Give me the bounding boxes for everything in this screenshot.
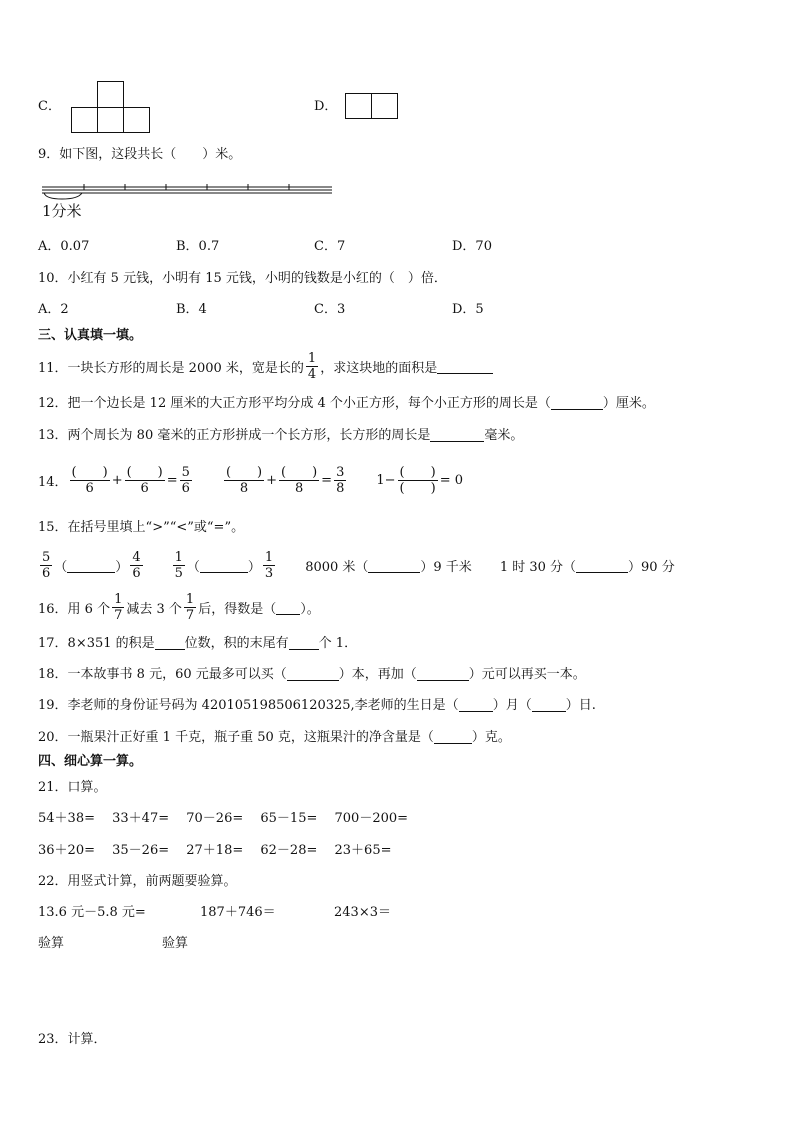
q19-text-mid: ）月（: [492, 698, 532, 713]
q15-fraction-d: $\frac{1}{3}$: [264, 549, 274, 581]
q11-text-post: ，求这块地的面积是: [320, 360, 438, 376]
q9-option-d: D．70: [452, 239, 492, 254]
q8-option-d-label: D．: [314, 99, 338, 114]
q17-blank-2[interactable]: [289, 635, 319, 650]
q22-item-2: 187＋746＝: [200, 905, 276, 920]
q22-item-3: 243×3＝: [334, 905, 391, 920]
q12: [38, 394, 655, 414]
q22-check-label-1: 验算: [38, 936, 65, 951]
q15-e-right: ）9 千米: [420, 559, 472, 575]
q14-result-2: $\frac{3}{8}$: [336, 464, 345, 496]
q15-blank-1[interactable]: [67, 558, 115, 573]
q14-one-minus: 1−: [376, 472, 396, 488]
right-paren: ）: [115, 559, 129, 575]
q11: [38, 348, 493, 384]
q13-answer-blank[interactable]: [430, 427, 484, 442]
q19: [38, 696, 596, 716]
q18-blank-2[interactable]: [417, 666, 469, 681]
q19-blank-month[interactable]: [459, 697, 493, 712]
q13: [38, 426, 523, 446]
q10-option-c: C．3: [314, 302, 346, 317]
q15-fraction-b: $\frac{4}{6}$: [132, 549, 141, 581]
q19-text-pre: 19．李老师的身份证号码为 420105198506120325,李老师的生日是（: [38, 698, 459, 713]
q15-blank-4[interactable]: [576, 558, 628, 573]
q12-text-pre: 12．把一个边长是 12 厘米的大正方形平均分成 4 个小正方形，每个小正方形的周长是（: [38, 396, 551, 411]
q18-text-mid: ）本，再加（: [338, 667, 417, 682]
q9-option-c: C．7: [314, 239, 346, 254]
q23-stem: 23．计算．: [38, 1032, 107, 1047]
left-paren: （: [54, 559, 68, 575]
q16-text-post: 后，得数是（: [198, 601, 277, 617]
q8-option-c-label: C．: [38, 99, 61, 114]
q15-fraction-a: $\frac{5}{6}$: [42, 549, 51, 581]
q18-blank-1[interactable]: [287, 666, 339, 681]
q14-fraction-2[interactable]: $\frac{( )}{6}$: [126, 464, 163, 496]
q16-text-pre: 16．用 6 个: [38, 601, 111, 617]
q10-option-d: D．5: [452, 302, 484, 317]
q18-text-post: ）元可以再买一本。: [468, 667, 586, 682]
q14-fraction-4[interactable]: $\frac{( )}{8}$: [281, 464, 318, 496]
ruler-figure: [38, 180, 338, 224]
q18: [38, 665, 586, 685]
q20-answer-blank[interactable]: [434, 729, 472, 744]
q17-text-post: 个 1．: [318, 636, 358, 651]
equals-sign: =: [166, 472, 178, 488]
q10-option-b: B．4: [176, 302, 207, 317]
q16-fraction-1: $\frac{1}{7}$: [114, 591, 123, 623]
q21-item: 70－26=: [186, 811, 244, 826]
q13-text-pre: 13．两个周长为 80 毫米的正方形拼成一个长方形，长方形的周长是: [38, 428, 431, 443]
q15-row: [38, 543, 675, 587]
q15-fraction-c: $\frac{1}{5}$: [174, 549, 183, 581]
q9-stem: 9．如下图，这段共长（ ）米。: [38, 147, 242, 162]
q15-stem: 15．在括号里填上“>”“<”或“=”。: [38, 520, 245, 535]
q11-fraction: $\frac{1}{4}$: [307, 350, 317, 382]
section-4-heading: 四、细心算一算。: [38, 754, 143, 769]
q14-fraction-1[interactable]: $\frac{( )}{6}$: [71, 464, 108, 496]
q14: [38, 458, 463, 502]
q21-row-1: [38, 809, 408, 829]
q21-item: 65－15=: [260, 811, 318, 826]
q9-option-a: A．0.07: [38, 239, 90, 254]
q16-text-end: ）。: [300, 601, 320, 617]
q21-item: 35－26=: [112, 843, 170, 858]
plus-sign: +: [111, 472, 123, 488]
q21-item: 33＋47=: [112, 811, 170, 826]
q20: [38, 728, 511, 748]
q15-blank-2[interactable]: [200, 558, 248, 573]
q18-text-pre: 18．一本故事书 8 元，60 元最多可以买（: [38, 667, 287, 682]
q14-fraction-3[interactable]: $\frac{( )}{8}$: [225, 464, 263, 496]
left-paren: （: [186, 559, 200, 575]
q21-item: 23＋65=: [334, 843, 392, 858]
q22-item-1: 13.6 元－5.8 元=: [38, 905, 146, 920]
q21-stem: 21．口算。: [38, 780, 107, 795]
q16-text-mid: 减去 3 个: [126, 601, 182, 617]
q11-answer-blank[interactable]: [437, 359, 493, 374]
q9-option-b: B．0.7: [176, 239, 220, 254]
q12-answer-blank[interactable]: [551, 395, 603, 410]
q16-fraction-2: $\frac{1}{7}$: [185, 591, 195, 623]
q11-text-pre: 11．一块长方形的周长是 2000 米，宽是长的: [38, 360, 304, 376]
q14-fraction-5[interactable]: $\frac{( )}{( )}$: [399, 464, 436, 496]
q15-f-right: ）90 分: [628, 559, 675, 575]
q13-text-post: 毫米。: [484, 428, 524, 443]
q14-label: 14．: [38, 474, 68, 490]
right-paren: ）: [247, 559, 261, 575]
q15-e-left: 8000 米（: [305, 559, 369, 575]
q16-answer-blank[interactable]: [276, 600, 300, 615]
q15-blank-3[interactable]: [368, 558, 420, 573]
q20-text-pre: 20．一瓶果汁正好重 1 千克，瓶子重 50 克，这瓶果汁的净含量是（: [38, 730, 434, 745]
q22-stem: 22．用竖式计算，前两题要验算。: [38, 874, 237, 889]
q17-text-pre: 17．8×351 的积是: [38, 636, 155, 651]
q21-item: 62－28=: [260, 843, 318, 858]
q14-equals-zero: = 0: [439, 472, 463, 488]
q14-result-1: $\frac{5}{6}$: [181, 464, 190, 496]
q19-text-post: ）日.: [565, 698, 596, 713]
q20-text-post: ）克。: [471, 730, 511, 745]
q21-item: 36＋20=: [38, 843, 95, 858]
q12-text-post: ）厘米。: [602, 396, 655, 411]
q22-check-label-2: 验算: [162, 936, 189, 951]
q10-stem: 10．小红有 5 元钱，小明有 15 元钱，小明的钱数是小红的（ ）倍．: [38, 271, 447, 286]
q16: [38, 587, 320, 627]
q10-option-a: A．2: [38, 302, 69, 317]
q15-f-left: 1 时 30 分（: [499, 559, 577, 575]
section-3-heading: 三、认真填一填。: [38, 328, 143, 343]
q21-item: 27＋18=: [186, 843, 244, 858]
q21-item: 54＋38=: [38, 811, 95, 826]
q21-row-2: [38, 841, 391, 861]
ruler-label: 1分米: [42, 202, 82, 220]
equals-sign: =: [321, 472, 333, 488]
q21-item: 700－200=: [334, 811, 409, 826]
q17: [38, 634, 357, 654]
q19-blank-day[interactable]: [532, 697, 566, 712]
plus-sign: +: [266, 472, 278, 488]
q17-text-mid: 位数，积的末尾有: [184, 636, 289, 651]
q17-blank-1[interactable]: [155, 635, 185, 650]
